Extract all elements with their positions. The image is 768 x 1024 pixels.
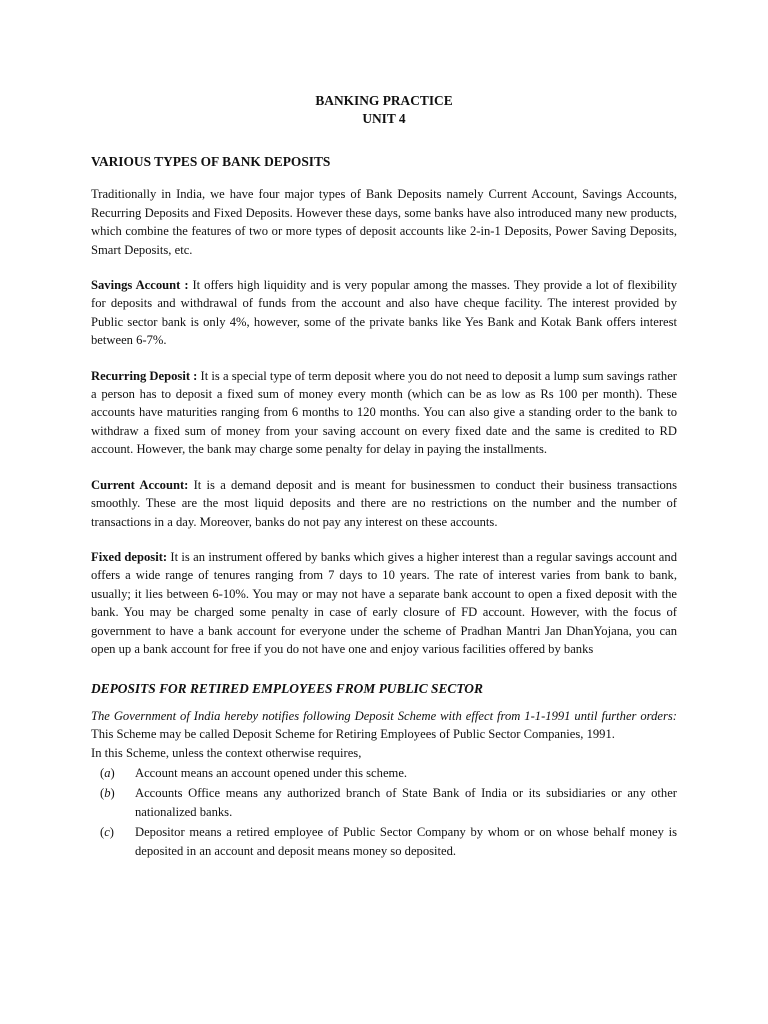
recurring-deposit-text: It is a special type of term deposit where you do not need to deposit a lump sum savings rather a person has to deposit a fixed sum of money every month (which can be as low as Rs 100 per month). These accounts have maturities ranging from 6 months to 120 months. You can also give a standing order to the bank to withdraw a fixed sum of money from your saving account on every fixed date and the same is credited to RD account. However, the bank may charge some penalty for delay in paying the installments. [91,368,677,457]
unit-label: UNIT 4 [362,111,406,126]
list-item [91,823,677,860]
recurring-deposit-term: Recurring Deposit : [91,368,198,383]
list-marker: (c) [100,825,114,840]
notice-paragraph [91,707,677,744]
notice-text: This Scheme may be called Deposit Scheme for Retiring Employees of Public Sector Companies, 1991. [91,727,615,742]
list-marker: (b) [100,786,115,801]
list-marker: (a) [100,765,115,780]
list-item [91,784,677,821]
intro-paragraph: Traditionally in India, we have four major types of Bank Deposits namely Current Account, Savings Accounts, Recurring Deposits and Fixed Deposits. However these days, some banks have also introduced many new products, which combine the features of two or more types of deposit accounts like 2-in-1 Deposits, Power Saving Deposits, Smart Deposits, etc. [91,187,677,257]
title-block [91,92,677,128]
current-account-text: It is a demand deposit and is meant for businessmen to conduct their business transactions smoothly. These are the most liquid deposits and there are no restrictions on the number and the number of transactions in a day. Moreover, banks do not pay any interest on these accounts. [91,477,677,529]
context-line: In this Scheme, unless the context otherwise requires, [91,745,362,760]
list-item-text: Accounts Office means any authorized branch of State Bank of India or its subsidiaries or any other nationalized banks. [135,786,677,819]
section-heading-deposit-types: VARIOUS TYPES OF BANK DEPOSITS [91,154,331,169]
fixed-deposit-text: It is an instrument offered by banks which gives a higher interest than a regular savings account and offers a wide range of tenures ranging from 7 days to 10 years. The rate of interest varies from bank to bank, usually; it lies between 6-10%. You may or may not have a separate bank account to open a fixed deposit with the bank. You may be charged some penalty in case of early closure of FD account. However, with the focus of government to have a bank account for everyone under the scheme of Pradhan Mantri Jan DhanYojana, you can open up a bank account for free if you do not have one and enjoy various facilities offered by banks [91,549,677,656]
list-item [91,764,677,782]
savings-account-term: Savings Account : [91,278,189,293]
document-title: BANKING PRACTICE [315,93,453,108]
current-account-paragraph [91,476,677,531]
savings-account-text: It offers high liquidity and is very popular among the masses. They provide a lot of flexibility for deposits and withdrawal of funds from the account and also have cheque facility. The interest provided by Public sector bank is only 4%, however, some of the private banks like Yes Bank and Kotak Bank offers interest between 6-7%. [91,278,677,348]
section-heading-retired-employees: DEPOSITS FOR RETIRED EMPLOYEES FROM PUBLIC SECTOR [91,681,483,697]
definitions-list [91,764,677,860]
fixed-deposit-term: Fixed deposit: [91,549,168,564]
document-body [91,92,677,860]
recurring-deposit-paragraph [91,367,677,459]
savings-account-paragraph [91,276,677,350]
current-account-term: Current Account: [91,477,189,492]
fixed-deposit-paragraph [91,548,677,658]
list-item-text: Account means an account opened under this scheme. [135,765,408,780]
notice-italic-text: The Government of India hereby notifies following Deposit Scheme with effect from 1-1-1991 until further orders: [91,708,677,723]
list-item-text: Depositor means a retired employee of Public Sector Company by whom or on whose behalf money is deposited in an account and deposit means money so deposited. [135,825,677,858]
